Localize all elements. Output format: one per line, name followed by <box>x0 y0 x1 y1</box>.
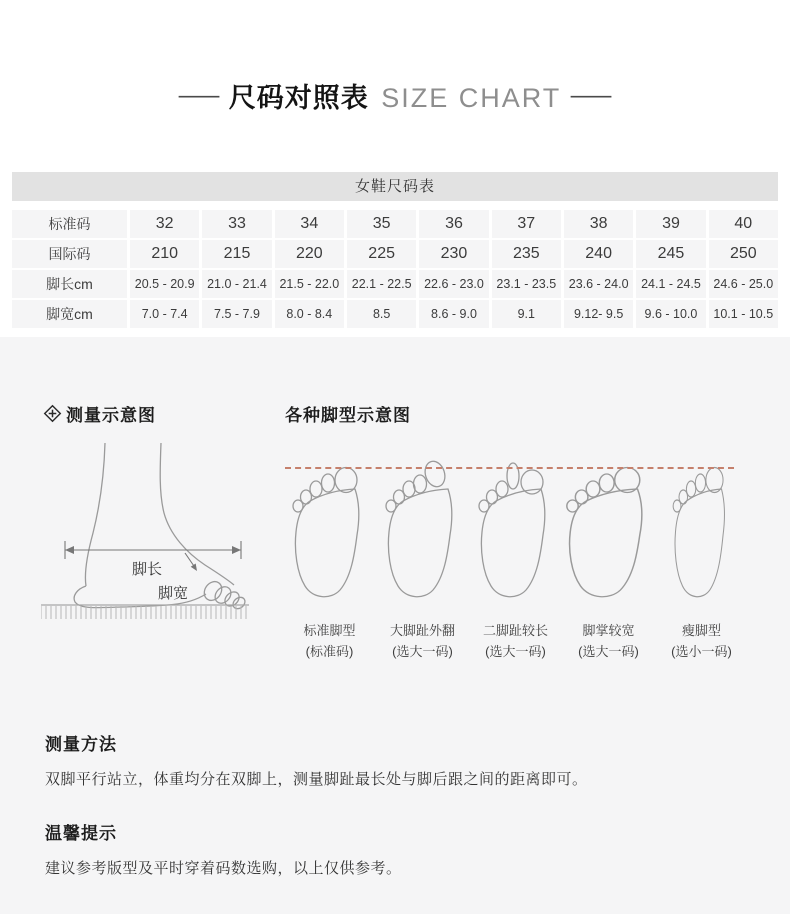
foot-illustration-standard <box>285 459 375 609</box>
foot-illustration-narrow <box>657 459 747 609</box>
foot-types-heading-text: 各种脚型示意图 <box>285 406 411 425</box>
foot-type-name: 大脚趾外翻 <box>389 623 455 638</box>
size-cell: 24.6 - 25.0 <box>709 270 778 298</box>
foot-type-advice: (标准码) <box>305 644 354 659</box>
foot-type-label <box>390 620 455 662</box>
page-title-zh: 尺码对照表 <box>228 83 369 113</box>
foot-width-label: 脚宽 <box>157 585 189 602</box>
foot-type-label <box>303 620 355 662</box>
size-cell: 32 <box>130 210 199 238</box>
foot-type-label <box>671 620 732 662</box>
diamond-plus-icon <box>43 404 62 423</box>
size-cell: 36 <box>419 210 488 238</box>
size-cell: 220 <box>275 240 344 268</box>
size-cell: 8.6 - 9.0 <box>419 300 488 328</box>
foot-type-name: 标准脚型 <box>303 623 356 638</box>
size-cell: 37 <box>492 210 561 238</box>
size-cell: 210 <box>130 240 199 268</box>
foot-type-label <box>578 620 639 662</box>
page-title-text <box>229 76 561 115</box>
size-cell: 34 <box>275 210 344 238</box>
size-cell: 33 <box>202 210 271 238</box>
foot-types-illustrations <box>283 459 748 662</box>
size-chart-table <box>12 172 778 328</box>
measure-diagram-heading <box>43 401 156 426</box>
size-cell: 215 <box>202 240 271 268</box>
guide-section <box>0 337 790 918</box>
footer-strip <box>0 914 790 918</box>
tips-section <box>45 819 745 878</box>
toe-alignment-dashed-line <box>285 467 734 469</box>
foot-type-item <box>562 459 655 662</box>
foot-types-heading <box>285 401 411 426</box>
table-row-intl-size <box>12 240 778 268</box>
size-cell: 10.1 - 10.5 <box>709 300 778 328</box>
foot-type-advice: (选大一码) <box>485 644 546 659</box>
feet-row <box>283 459 748 662</box>
size-cell: 8.5 <box>347 300 416 328</box>
foot-illustration-bunion <box>378 459 468 609</box>
table-title: 女鞋尺码表 <box>12 172 778 201</box>
foot-type-name: 二脚趾较长 <box>482 623 548 638</box>
foot-type-advice: (选大一码) <box>392 644 453 659</box>
foot-type-advice: (选小一码) <box>671 644 732 659</box>
size-cell: 39 <box>636 210 705 238</box>
measure-method-section <box>45 730 745 789</box>
measure-method-heading: 测量方法 <box>45 735 117 754</box>
row-label: 脚宽cm <box>12 300 127 328</box>
size-cell: 8.0 - 8.4 <box>275 300 344 328</box>
size-cell: 38 <box>564 210 633 238</box>
ground-hatch <box>41 605 249 619</box>
size-cell: 35 <box>347 210 416 238</box>
size-cell: 22.1 - 22.5 <box>347 270 416 298</box>
size-cell: 22.6 - 23.0 <box>419 270 488 298</box>
foot-type-label <box>483 620 548 662</box>
row-label: 标准码 <box>12 210 127 238</box>
foot-type-name: 脚掌较宽 <box>582 623 635 638</box>
size-cell: 9.1 <box>492 300 561 328</box>
page-title-en: SIZE CHART <box>381 83 562 113</box>
page-title <box>0 76 790 115</box>
table-row-foot-width <box>12 300 778 328</box>
title-dash-left: — <box>178 81 220 109</box>
foot-length-label: 脚长 <box>131 561 163 578</box>
foot-type-item <box>469 459 562 662</box>
size-cell: 7.5 - 7.9 <box>202 300 271 328</box>
tips-text: 建议参考版型及平时穿着码数选购，以上仅供参考。 <box>45 860 402 877</box>
foot-type-advice: (选大一码) <box>578 644 639 659</box>
size-cell: 23.1 - 23.5 <box>492 270 561 298</box>
size-cell: 21.0 - 21.4 <box>202 270 271 298</box>
measure-diagram-heading-text: 测量示意图 <box>66 406 156 425</box>
size-cell: 235 <box>492 240 561 268</box>
size-cell: 240 <box>564 240 633 268</box>
foot-length-arrow <box>65 541 241 559</box>
foot-width-arrow <box>185 553 197 571</box>
size-cell: 24.1 - 24.5 <box>636 270 705 298</box>
size-cell: 9.12- 9.5 <box>564 300 633 328</box>
row-label: 脚长cm <box>12 270 127 298</box>
foot-type-item <box>655 459 748 662</box>
foot-side-view-illustration <box>35 437 255 627</box>
size-cell: 21.5 - 22.0 <box>275 270 344 298</box>
tips-heading: 温馨提示 <box>45 824 117 843</box>
size-cell: 20.5 - 20.9 <box>130 270 199 298</box>
size-cell: 230 <box>419 240 488 268</box>
foot-type-name: 瘦脚型 <box>681 623 721 638</box>
size-cell: 225 <box>347 240 416 268</box>
table-row-standard-size <box>12 210 778 238</box>
foot-illustration-wide <box>564 459 654 609</box>
size-cell: 250 <box>709 240 778 268</box>
title-dash-right: — <box>570 81 612 109</box>
foot-type-item <box>283 459 376 662</box>
row-label: 国际码 <box>12 240 127 268</box>
size-cell: 245 <box>636 240 705 268</box>
size-cell: 40 <box>709 210 778 238</box>
size-cell: 9.6 - 10.0 <box>636 300 705 328</box>
foot-illustration-long-second-toe <box>471 459 561 609</box>
measure-method-text: 双脚平行站立，体重均分在双脚上，测量脚趾最长处与脚后跟之间的距离即可。 <box>45 771 588 788</box>
size-cell: 23.6 - 24.0 <box>564 270 633 298</box>
size-cell: 7.0 - 7.4 <box>130 300 199 328</box>
foot-type-item <box>376 459 469 662</box>
table-row-foot-length <box>12 270 778 298</box>
